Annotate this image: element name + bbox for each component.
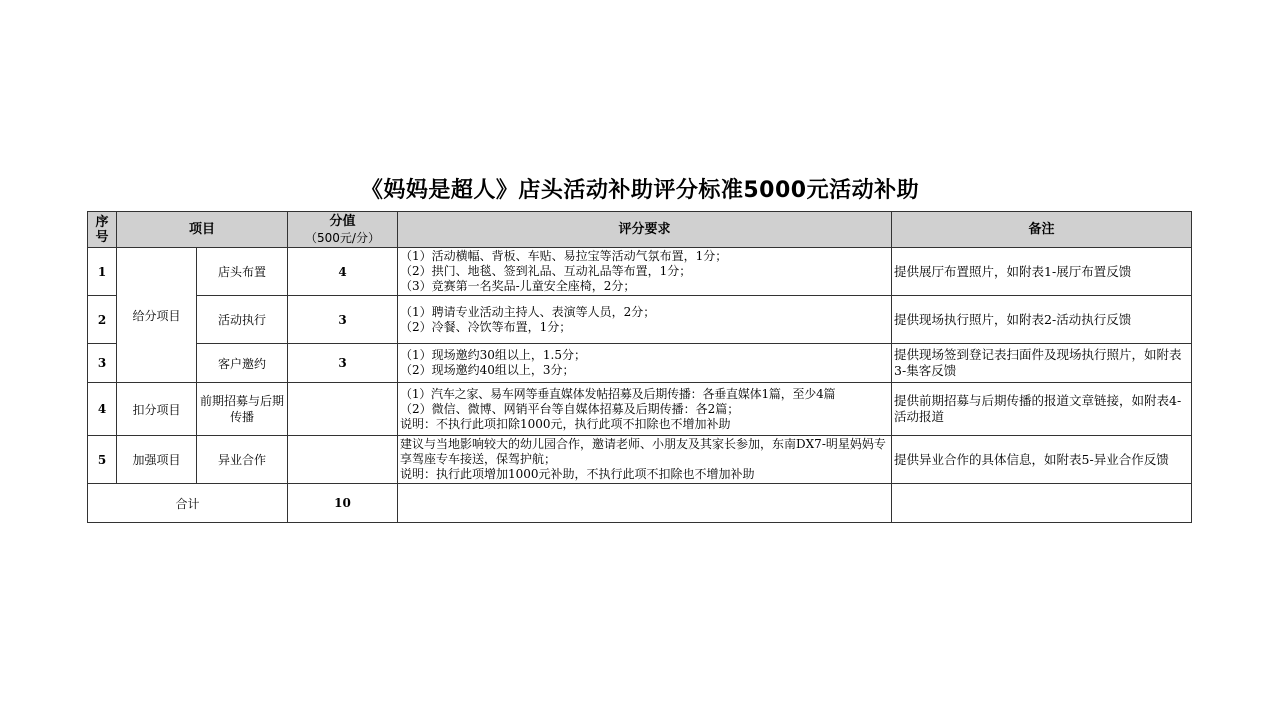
header-score-unit: （500元/分） <box>305 230 380 245</box>
total-score: 10 <box>288 484 398 523</box>
row-requirements <box>398 296 892 344</box>
row-requirements <box>398 383 892 436</box>
table-row <box>88 436 1192 484</box>
row-requirements <box>398 436 892 484</box>
table-header-row <box>88 212 1192 248</box>
requirement-line: （2）冷餐、冷饮等布置，1分； <box>400 319 572 334</box>
row-requirements <box>398 248 892 296</box>
scoring-table <box>87 211 1192 523</box>
page-title: 《妈妈是超人》店头活动补助评分标准5000元活动补助 <box>360 178 920 203</box>
row-seq: 4 <box>88 383 117 436</box>
row-note: 提供前期招募与后期传播的报道文章链接，如附表4-活动报道 <box>892 383 1192 436</box>
row-item: 活动执行 <box>197 296 288 344</box>
requirement-line: 建议与当地影响较大的幼儿园合作，邀请老师、小朋友及其家长参加，东南DX7-明星妈妈专享驾座专车接送，保驾护航； <box>400 437 886 466</box>
row-note: 提供现场签到登记表扫面件及现场执行照片，如附表3-集客反馈 <box>892 344 1192 383</box>
table-row <box>88 296 1192 344</box>
row-category: 加强项目 <box>117 436 197 484</box>
table-row <box>88 248 1192 296</box>
header-notes: 备注 <box>892 212 1192 248</box>
requirement-line: （1）活动横幅、背板、车贴、易拉宝等活动气氛布置，1分； <box>400 249 728 263</box>
row-note: 提供现场执行照片，如附表2-活动执行反馈 <box>892 296 1192 344</box>
row-seq: 2 <box>88 296 117 344</box>
header-score <box>288 212 398 248</box>
table-row <box>88 383 1192 436</box>
row-category: 给分项目 <box>117 248 197 383</box>
row-score: 3 <box>288 344 398 383</box>
requirement-line: 说明：执行此项增加1000元补助，不执行此项不扣除也不增加补助 <box>400 467 755 481</box>
requirement-line: 说明：不执行此项扣除1000元，执行此项不扣除也不增加补助 <box>400 416 731 431</box>
row-category: 扣分项目 <box>117 383 197 436</box>
requirement-line: （3）竞赛第一名奖品-儿童安全座椅，2分； <box>400 279 636 293</box>
row-seq: 3 <box>88 344 117 383</box>
row-item: 异业合作 <box>197 436 288 484</box>
row-score: 3 <box>288 296 398 344</box>
requirement-line: （1）汽车之家、易车网等垂直媒体发帖招募及后期传播：各垂直媒体1篇，至少4篇 <box>400 386 836 401</box>
header-item: 项目 <box>117 212 288 248</box>
row-score <box>288 383 398 436</box>
row-score <box>288 436 398 484</box>
row-seq: 1 <box>88 248 117 296</box>
total-note-empty <box>892 484 1192 523</box>
header-requirements: 评分要求 <box>398 212 892 248</box>
total-label: 合计 <box>88 484 288 523</box>
row-note: 提供异业合作的具体信息，如附表5-异业合作反馈 <box>892 436 1192 484</box>
total-row <box>88 484 1192 523</box>
requirement-line: （2）微信、微博、网销平台等自媒体招募及后期传播：各2篇； <box>400 401 740 416</box>
requirement-line: （2）拱门、地毯、签到礼品、互动礼品等布置，1分； <box>400 264 692 278</box>
header-score-label: 分值 <box>329 213 356 229</box>
table-row <box>88 344 1192 383</box>
row-note: 提供展厅布置照片，如附表1-展厅布置反馈 <box>892 248 1192 296</box>
row-seq: 5 <box>88 436 117 484</box>
requirement-line: （1）现场邀约30组以上，1.5分； <box>400 348 587 362</box>
row-score: 4 <box>288 248 398 296</box>
row-requirements <box>398 344 892 383</box>
requirement-line: （2）现场邀约40组以上，3分； <box>400 363 575 377</box>
row-item: 店头布置 <box>197 248 288 296</box>
requirement-line: （1）聘请专业活动主持人、表演等人员，2分； <box>400 304 656 319</box>
total-requirements-empty <box>398 484 892 523</box>
row-item: 客户邀约 <box>197 344 288 383</box>
header-seq: 序号 <box>88 212 117 248</box>
row-item: 前期招募与后期传播 <box>197 383 288 436</box>
